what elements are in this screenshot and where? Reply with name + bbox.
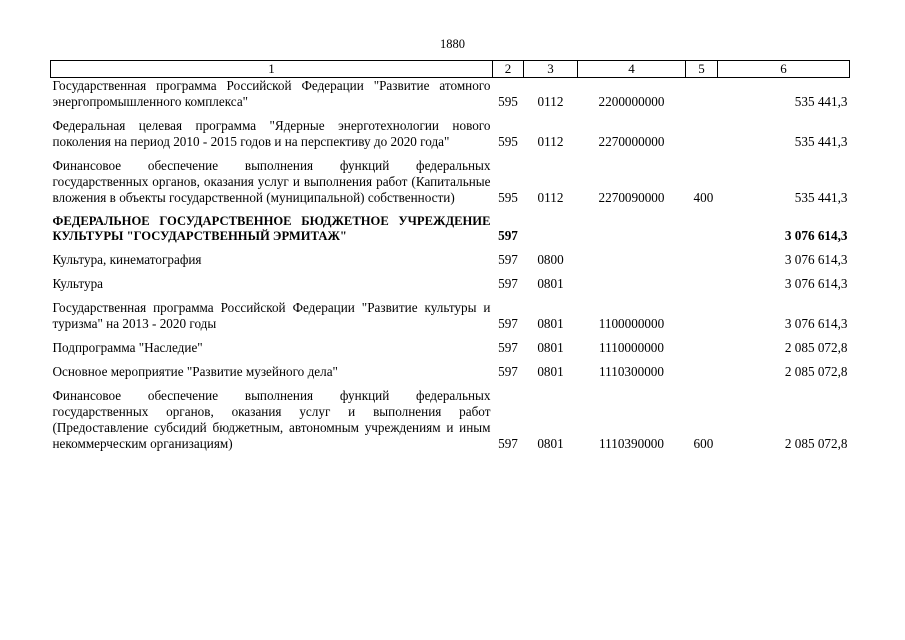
row-section-code: 0801 bbox=[537, 276, 564, 291]
row-spacer bbox=[51, 332, 850, 340]
row-department-code: 597 bbox=[498, 436, 518, 451]
row-expense-type-code bbox=[686, 300, 718, 332]
row-amount: 3 076 614,3 bbox=[784, 228, 848, 243]
row-spacer bbox=[51, 380, 850, 388]
table-row bbox=[51, 388, 850, 452]
row-target-article-code: 1110390000 bbox=[599, 436, 664, 451]
table-row bbox=[51, 300, 850, 332]
row-spacer bbox=[51, 268, 850, 276]
row-spacer bbox=[51, 206, 850, 214]
row-amount: 3 076 614,3 bbox=[784, 252, 848, 267]
table-row bbox=[51, 78, 850, 111]
row-spacer bbox=[51, 110, 850, 118]
table-row bbox=[51, 158, 850, 206]
row-name: Государственная программа Российской Федерации "Развитие культуры и туризма" на 2013 - 2020 годы bbox=[52, 300, 491, 331]
row-expense-type-code bbox=[686, 118, 718, 150]
row-target-article-code: 2270000000 bbox=[598, 134, 665, 149]
row-target-article-code: 2200000000 bbox=[598, 94, 665, 109]
row-section-code: 0800 bbox=[537, 252, 564, 267]
row-department-code: 597 bbox=[498, 276, 518, 291]
row-spacer bbox=[51, 356, 850, 364]
row-expense-type-code: 400 bbox=[693, 190, 714, 205]
budget-table bbox=[50, 60, 850, 452]
row-section-code: 0112 bbox=[537, 134, 564, 149]
row-target-article-code bbox=[578, 252, 686, 268]
row-name: Подпрограмма "Наследие" bbox=[52, 340, 203, 355]
row-name: Культура, кинематография bbox=[52, 252, 202, 267]
table-row bbox=[51, 364, 850, 380]
row-expense-type-code bbox=[686, 340, 718, 356]
row-amount: 535 441,3 bbox=[794, 94, 848, 109]
row-name: Финансовое обеспечение выполнения функций федеральных государственных органов, оказания услуг и выполнения работ (Предоставление субсидий бюджетным, автономным учреждениям и иным некоммерческим организациям) bbox=[52, 388, 491, 451]
row-department-code: 595 bbox=[498, 94, 518, 109]
column-header-2: 2 bbox=[493, 61, 524, 78]
row-target-article-code bbox=[578, 276, 686, 292]
row-department-code: 597 bbox=[498, 340, 518, 355]
row-amount: 2 085 072,8 bbox=[784, 364, 848, 379]
row-section-code: 0801 bbox=[537, 436, 564, 451]
row-expense-type-code: 600 bbox=[693, 436, 714, 451]
row-section-code: 0801 bbox=[537, 340, 564, 355]
row-target-article-code bbox=[578, 214, 686, 244]
table-body bbox=[51, 78, 850, 453]
row-department-code: 595 bbox=[498, 190, 518, 205]
row-name: Культура bbox=[52, 276, 104, 291]
row-target-article-code: 1100000000 bbox=[598, 316, 665, 331]
row-section-code: 0801 bbox=[537, 316, 564, 331]
row-amount: 3 076 614,3 bbox=[784, 276, 848, 291]
row-expense-type-code bbox=[686, 214, 718, 244]
row-expense-type-code bbox=[686, 276, 718, 292]
row-amount: 3 076 614,3 bbox=[784, 316, 848, 331]
row-spacer bbox=[51, 150, 850, 158]
row-amount: 535 441,3 bbox=[794, 134, 848, 149]
table-header bbox=[51, 61, 850, 78]
row-spacer bbox=[51, 292, 850, 300]
row-amount: 2 085 072,8 bbox=[784, 340, 848, 355]
row-section-code bbox=[524, 214, 578, 244]
row-name: Финансовое обеспечение выполнения функций федеральных государственных органов, оказания услуг и выполнения работ (Капитальные вложения в объекты государственной (муниципальной) собственности) bbox=[52, 158, 491, 205]
header-row bbox=[51, 61, 850, 78]
row-expense-type-code bbox=[686, 364, 718, 380]
column-header-5: 5 bbox=[686, 61, 718, 78]
row-amount: 535 441,3 bbox=[794, 190, 848, 205]
row-department-code: 597 bbox=[498, 364, 518, 379]
table-row bbox=[51, 252, 850, 268]
row-name: ФЕДЕРАЛЬНОЕ ГОСУДАРСТВЕННОЕ БЮДЖЕТНОЕ УЧРЕЖДЕНИЕ КУЛЬТУРЫ "ГОСУДАРСТВЕННЫЙ ЭРМИТАЖ" bbox=[52, 214, 491, 243]
table-row bbox=[51, 340, 850, 356]
row-expense-type-code bbox=[686, 78, 718, 111]
table-row bbox=[51, 118, 850, 150]
row-department-code: 597 bbox=[498, 252, 518, 267]
row-amount: 2 085 072,8 bbox=[784, 436, 848, 451]
row-department-code: 597 bbox=[498, 316, 518, 331]
row-name: Основное мероприятие "Развитие музейного дела" bbox=[52, 364, 338, 379]
column-header-1: 1 bbox=[51, 61, 493, 78]
table-row bbox=[51, 214, 850, 244]
column-header-6: 6 bbox=[718, 61, 850, 78]
row-name: Государственная программа Российской Федерации "Развитие атомного энергопромышленного комплекса" bbox=[52, 78, 491, 109]
column-header-4: 4 bbox=[578, 61, 686, 78]
row-section-code: 0112 bbox=[537, 190, 564, 205]
table-row bbox=[51, 276, 850, 292]
row-target-article-code: 1110000000 bbox=[599, 340, 664, 355]
row-target-article-code: 2270090000 bbox=[598, 190, 665, 205]
row-target-article-code: 1110300000 bbox=[599, 364, 664, 379]
row-department-code: 597 bbox=[498, 228, 518, 243]
row-department-code: 595 bbox=[498, 134, 518, 149]
row-section-code: 0801 bbox=[537, 364, 564, 379]
row-name: Федеральная целевая программа "Ядерные энерготехнологии нового поколения на период 2010 - 2015 годов и на перспективу до 2020 года" bbox=[52, 118, 491, 149]
row-expense-type-code bbox=[686, 252, 718, 268]
page-number: 1880 bbox=[440, 37, 465, 51]
row-spacer bbox=[51, 244, 850, 252]
column-header-3: 3 bbox=[524, 61, 578, 78]
row-section-code: 0112 bbox=[537, 94, 564, 109]
